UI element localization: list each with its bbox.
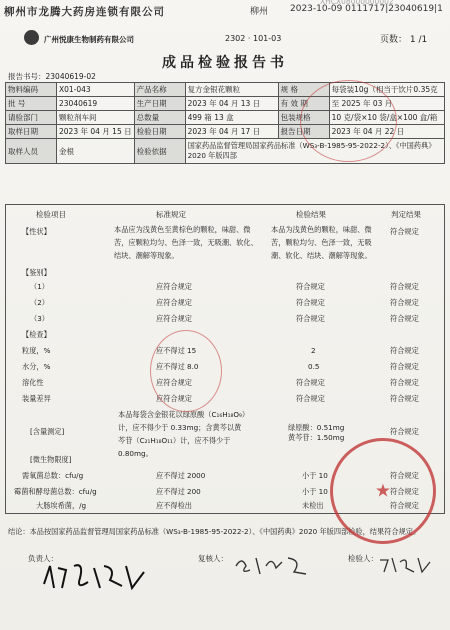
ident-verdict: 符合规定 bbox=[390, 282, 419, 291]
micro-result: 小于 10 bbox=[302, 487, 328, 496]
info-label: 报告日期 bbox=[278, 125, 329, 139]
company-seal bbox=[330, 438, 436, 544]
inspect-result: 符合规定 bbox=[296, 378, 325, 387]
info-label: 取样日期 bbox=[6, 125, 57, 139]
info-label: 总数量 bbox=[134, 111, 185, 125]
info-value: 2023 年 04 月 15 日 bbox=[57, 125, 135, 139]
ident-item: （3） bbox=[30, 314, 49, 323]
col-header-item: 检验项目 bbox=[36, 210, 66, 219]
responsible-signature bbox=[40, 558, 150, 594]
info-label: 有 效 期 bbox=[278, 97, 329, 111]
inspect-verdict: 符合规定 bbox=[390, 362, 419, 371]
ident-result: 符合规定 bbox=[296, 282, 325, 291]
info-label: 批 号 bbox=[6, 97, 57, 111]
inspect-verdict: 符合规定 bbox=[390, 378, 419, 387]
info-value: 国家药品监督管理局国家药品标准（WS₃-B-1985-95-2022-2）、《中国药典》2020 年版四部 bbox=[185, 139, 444, 164]
inspector-signature bbox=[376, 552, 436, 576]
inspect-result: 符合规定 bbox=[296, 394, 325, 403]
info-value: 金根 bbox=[57, 139, 135, 164]
company-logo-icon bbox=[24, 30, 39, 45]
inspect-item: 溶化性 bbox=[22, 378, 44, 387]
section-inspection: 【检查】 bbox=[22, 330, 51, 339]
conclusion-text: 结论：本品按国家药品监督管理局国家药品标准（WS₃-B-1985-95-2022-2）、《中国药典》2020 年版四部检验，结果符合规定。 bbox=[8, 527, 421, 536]
character-result: 本品为浅黄色的颗粒，味甜、微苦，颗粒均匀、色泽一致，无吸潮、软化、结块、潮解等现象。 bbox=[271, 225, 372, 260]
inspect-result: 0.5 bbox=[308, 362, 320, 371]
info-value: 至 2025 年 03 月 bbox=[329, 97, 444, 111]
page-title: 成品检验报告书 bbox=[162, 55, 288, 71]
info-value: 2023 年 04 月 13 日 bbox=[185, 97, 278, 111]
character-verdict: 符合规定 bbox=[390, 227, 419, 236]
info-value: 2023 年 04 月 17 日 bbox=[185, 125, 278, 139]
micro-result: 小于 10 bbox=[302, 471, 328, 480]
responsible-label: 负责人： bbox=[28, 554, 58, 563]
info-label: 生产日期 bbox=[134, 97, 185, 111]
micro-verdict: 符合规定 bbox=[390, 501, 419, 510]
info-value: 2023 年 04 月 22 日 bbox=[329, 125, 444, 139]
inspect-item: 装量差异 bbox=[22, 394, 51, 403]
faint-seal bbox=[300, 80, 397, 162]
reviewer-label: 复核人： bbox=[198, 554, 228, 563]
inspect-verdict: 符合规定 bbox=[390, 346, 419, 355]
info-label: 包装规格 bbox=[278, 111, 329, 125]
info-value: 499 箱 13 盒 bbox=[185, 111, 278, 125]
report-header bbox=[20, 28, 432, 48]
reviewer-signature bbox=[232, 552, 312, 578]
faint-seal bbox=[150, 330, 222, 412]
page-number: 页数： 1 /1 bbox=[380, 35, 428, 45]
micro-standard: 应不得过 2000 bbox=[156, 471, 206, 480]
city-label: 柳州 bbox=[250, 7, 269, 17]
ident-item: （1） bbox=[30, 282, 49, 291]
section-assay: [含量测定] bbox=[30, 427, 65, 436]
ident-standard: 应符合规定 bbox=[156, 282, 192, 291]
inspector-label: 检验人： bbox=[348, 554, 378, 563]
ident-result: 符合规定 bbox=[296, 298, 325, 307]
micro-result: 未检出 bbox=[302, 501, 324, 510]
info-value: 每袋装10g（相当于饮片0.35克 bbox=[329, 83, 444, 97]
inspect-item: 粒度，% bbox=[22, 346, 51, 355]
info-label: 规 格 bbox=[278, 83, 329, 97]
section-microbial: [微生物限度] bbox=[30, 455, 72, 464]
document-number: 2302 · 101-03 bbox=[225, 34, 282, 43]
inspect-standard: 应符合规定 bbox=[156, 394, 192, 403]
info-label: 检验依据 bbox=[134, 139, 185, 164]
micro-item: 需氧菌总数：cfu/g bbox=[22, 471, 84, 480]
ident-standard: 应符合规定 bbox=[156, 298, 192, 307]
col-header-verdict: 判定结果 bbox=[391, 210, 421, 219]
faint-code: XHCX08000000002 bbox=[320, 0, 394, 6]
inspect-standard: 应不得过 8.0 bbox=[156, 362, 199, 371]
info-label: 请验部门 bbox=[6, 111, 57, 125]
assay-verdict: 符合规定 bbox=[390, 427, 419, 436]
info-value: 颗粒剂车间 bbox=[57, 111, 135, 125]
ident-item: （2） bbox=[30, 298, 49, 307]
micro-verdict: 符合规定 bbox=[390, 487, 419, 496]
ident-verdict: 符合规定 bbox=[390, 314, 419, 323]
info-value: X01-043 bbox=[57, 83, 135, 97]
info-label: 检验日期 bbox=[134, 125, 185, 139]
col-header-standard: 标准规定 bbox=[156, 210, 186, 219]
info-value: 10 克/袋×10 袋/盒×100 盒/箱 bbox=[329, 111, 444, 125]
info-label: 取样人员 bbox=[6, 139, 57, 164]
assay-standard: 本品每袋含金银花以绿原酸（C₁₆H₁₈O₉）计，应不得少于 0.33mg；含黄芩以黄芩苷（C₂₁H₁₈O₁₁）计，应不得少于 0.80mg。 bbox=[118, 410, 246, 458]
col-header-result: 检验结果 bbox=[296, 210, 326, 219]
micro-verdict: 符合规定 bbox=[390, 471, 419, 480]
report-number: 报告书号：23040619-02 bbox=[8, 72, 96, 81]
section-identification: 【鉴别】 bbox=[22, 268, 51, 277]
info-label: 产品名称 bbox=[134, 83, 185, 97]
ident-result: 符合规定 bbox=[296, 314, 325, 323]
micro-item: 大肠埃希菌，/g bbox=[36, 501, 87, 510]
inspect-item: 水分，% bbox=[22, 362, 51, 371]
assay-result-1: 绿原酸：0.51mg bbox=[288, 423, 345, 432]
ident-standard: 应符合规定 bbox=[156, 314, 192, 323]
company-name: 广州悦康生物制药有限公司 bbox=[44, 35, 134, 44]
inspect-result: 2 bbox=[311, 346, 316, 355]
top-bar bbox=[0, 0, 450, 22]
inspect-verdict: 符合规定 bbox=[390, 394, 419, 403]
assay-result-2: 黄芩苷：1.50mg bbox=[288, 433, 345, 442]
ident-verdict: 符合规定 bbox=[390, 298, 419, 307]
micro-item: 霉菌和酵母菌总数：cfu/g bbox=[14, 487, 97, 496]
inspect-standard: 应不得过 15 bbox=[156, 346, 197, 355]
seal-star-icon: ★ bbox=[374, 480, 392, 502]
character-standard: 本品应为浅黄色至黄棕色的颗粒，味甜、微苦，应颗粒均匀、色泽一致，无吸潮、软化、结块、潮解等现象。 bbox=[114, 225, 258, 260]
section-character: 【性状】 bbox=[22, 227, 51, 236]
info-label: 物料编码 bbox=[6, 83, 57, 97]
info-value: 复方金银花颗粒 bbox=[185, 83, 278, 97]
shop-name: 柳州市龙腾大药房连锁有限公司 bbox=[4, 6, 165, 18]
micro-standard: 应不得检出 bbox=[156, 501, 192, 510]
inspect-standard: 应符合规定 bbox=[156, 378, 192, 387]
micro-standard: 应不得过 200 bbox=[156, 487, 201, 496]
print-stamp: 2023-10-09 0111717|23040619|1 bbox=[290, 4, 443, 14]
info-value: 23040619 bbox=[57, 97, 135, 111]
